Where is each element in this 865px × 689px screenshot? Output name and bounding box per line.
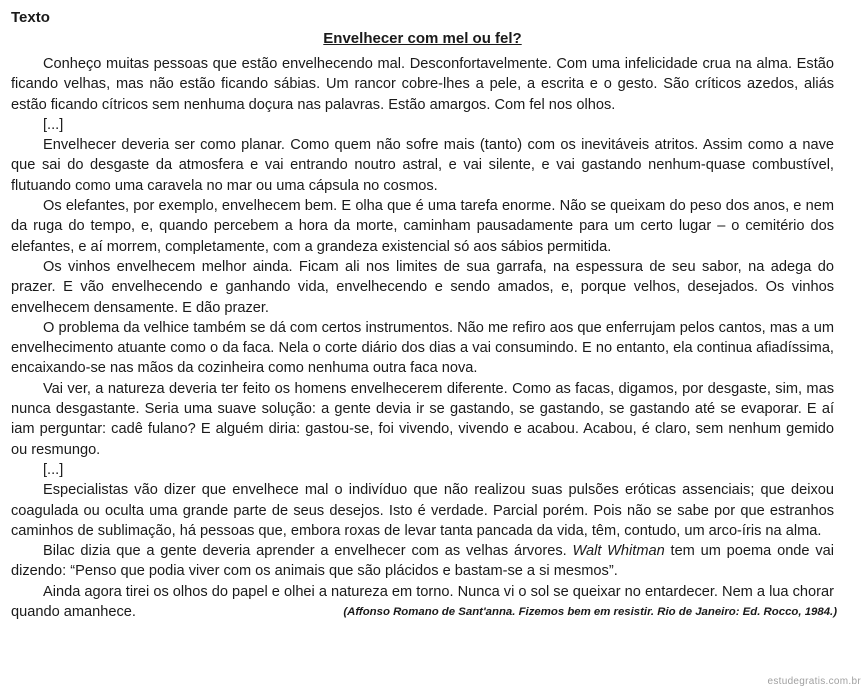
paragraph-closing <box>11 582 837 623</box>
text-body <box>11 54 837 622</box>
text-title: Envelhecer com mel ou fel? <box>323 30 522 47</box>
ellipsis-2: [...] <box>43 461 64 478</box>
paragraph-5: O problema da velhice também se dá com certos instrumentos. Não me refiro aos que enferrujam pelos cantos, mas a um envelhecimento atuante como o da faca. Nela o corte diário dos dias a vai consumindo. E no entanto, ela continua afiadíssima, encaixando-se nas mãos da cozinheira como nenhuma outra faca nova. <box>11 319 834 377</box>
paragraph-2: Envelhecer deveria ser como planar. Como quem não sofre mais (tanto) com os inevitáveis atritos. Assim como a nave que sai do desgaste da atmosfera e vai entrando noutro astral, e vai silente, e vai gastando nenhum-quase combustível, flutuando como uma caravela no mar ou uma cápsula no cosmos. <box>11 137 834 194</box>
paragraph-7: Especialistas vão dizer que envelhece mal o indivíduo que não realizou suas pulsões eróticas assenciais; que deixou coagulada ou oculta uma grande parte de seus desejos. Isto é verdade. Parcial porém. Pois não se sabe por que estranhos caminhos de sublimação, há pessoas que, embora roxas de levar tanta pancada da vida, têm, contudo, um arco-íris na alma. <box>11 482 834 539</box>
whitman-name: Walt Whitman <box>572 543 665 560</box>
bilac-text-after: tem um poema onde vai dizendo: “Penso que podia viver com os animais que são plácidos e bastam-se a si mesmos”. <box>11 543 834 580</box>
watermark: estudegratis.com.br <box>767 676 861 687</box>
paragraph-bilac <box>11 541 834 582</box>
paragraph-6: Vai ver, a natureza deveria ter feito os homens envelhecerem diferente. Como as facas, digamos, por desgaste, sim, mas nunca desgastante. Seria uma suave solução: a gente devia ir se gastando, se gastando, se gastando até se evaporar. E aí iam perguntar: cadê fulano? E alguém diria: gastou-se, foi vivendo, vivendo e acabou. Acabou, é claro, sem nenhum gemido ou resmungo. <box>11 380 834 458</box>
citation: (Affonso Romano de Sant'anna. Fizemos bem em resistir. Rio de Janeiro: Ed. Rocco, 1984.) <box>343 606 837 619</box>
document-page <box>11 0 837 622</box>
paragraph-3: Os elefantes, por exemplo, envelhecem bem. E olha que é uma tarefa enorme. Não se queixam do peso dos anos, e nem da ruga do tempo, e, quando percebem a hora da morte, caminham pausadamente para um certo lugar – o cemitério dos elefantes, e aí morrem, completamente, com a grandeza existencial só aos sábios permitida. <box>11 198 834 255</box>
bilac-text-before: Bilac dizia que a gente deveria aprender a envelhecer com as velhas árvores. <box>43 543 573 560</box>
ellipsis-1: [...] <box>43 116 64 133</box>
paragraph-4: Os vinhos envelhecem melhor ainda. Ficam ali nos limites de sua garrafa, na espessura de seu sabor, na adega do prazer. E vão envelhecendo e ganhando vida, envelhecendo e sendo amados, e, porque velhos, desejados. Os vinhos envelhecem densamente. E dão prazer. <box>11 258 834 316</box>
paragraph-1: Conheço muitas pessoas que estão envelhecendo mal. Desconfortavelmente. Com uma infelicidade crua na alma. Estão ficando velhas, mas não estão ficando sábias. Um rancor cobre-lhes a pele, a escrita e o gesto. São críticos azedos, aliás estão ficando cítricos sem nenhuma doçura nas palavras. Estão amargos. Com fel nos olhos. <box>11 56 834 113</box>
closing-text: Ainda agora tirei os olhos do papel e olhei a natureza em torno. Nunca vi o sol se queixar no entardecer. Nem a lua chorar quando amanhece. <box>11 583 834 621</box>
section-label: Texto <box>11 9 50 26</box>
